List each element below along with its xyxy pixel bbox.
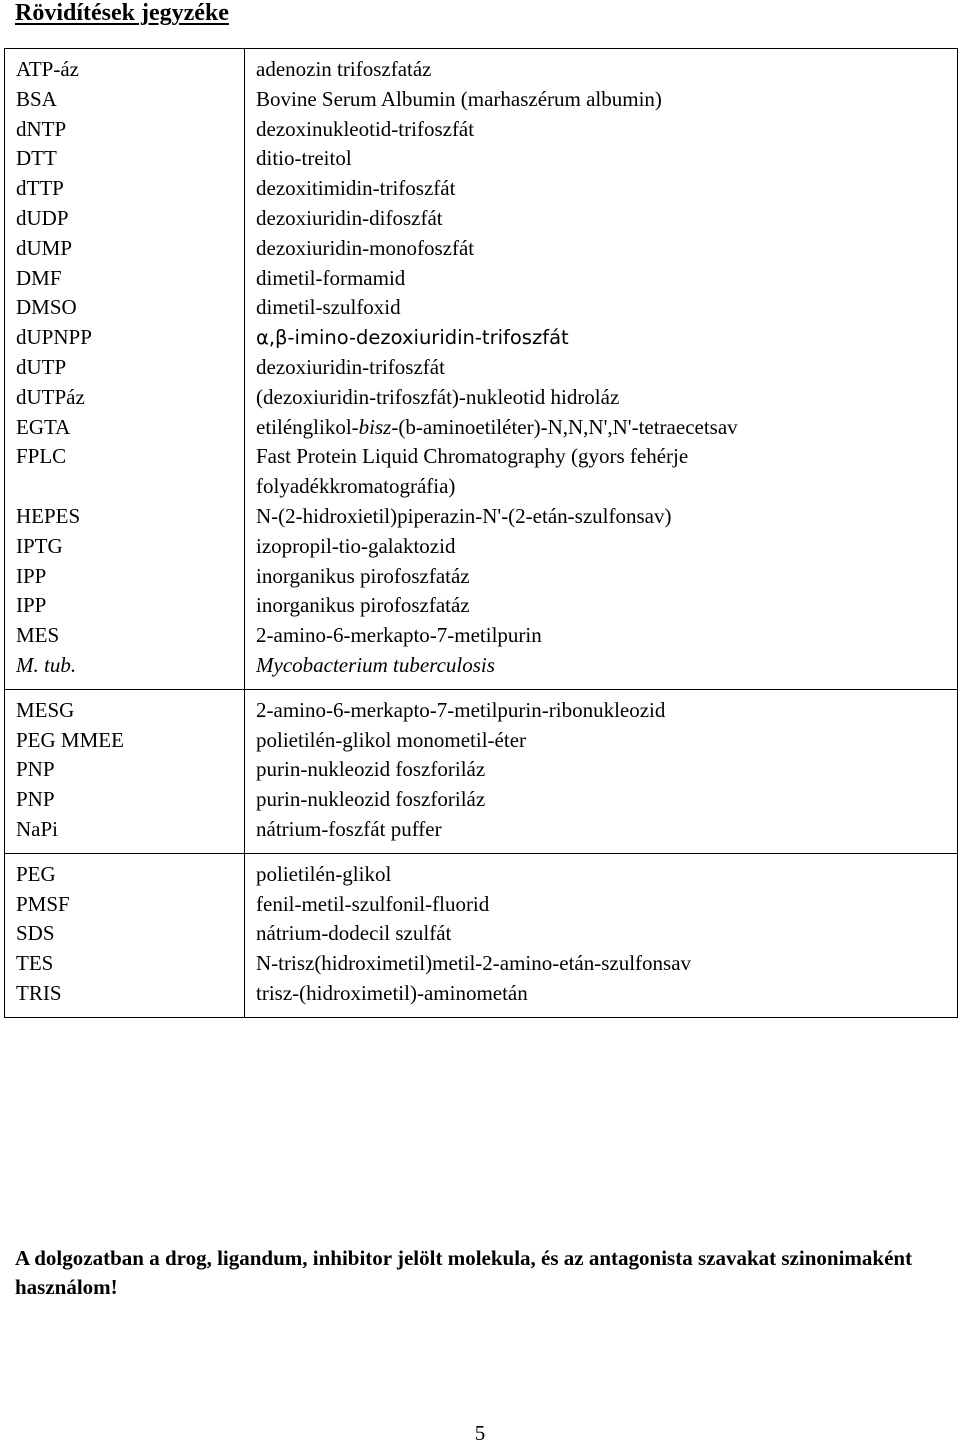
- definition: 2-amino-6-merkapto-7-metilpurin-ribonukleozid: [256, 697, 666, 722]
- abbreviation: M. tub.: [16, 652, 77, 677]
- definition: nátrium-dodecil szulfát: [256, 921, 452, 946]
- abbreviation: BSA: [16, 86, 57, 111]
- abbreviation: DMSO: [16, 295, 77, 320]
- definition: inorganikus pirofoszfatáz: [256, 593, 470, 618]
- definition: (dezoxiuridin-trifoszfát)-nukleotid hidroláz: [256, 384, 620, 409]
- page-title: Rövidítések jegyzéke: [15, 0, 229, 26]
- definition: N-(2-hidroxietil)piperazin-N'-(2-etán-szulfonsav): [256, 503, 672, 528]
- definition: Fast Protein Liquid Chromatography (gyors fehérje folyadékkromatográfia): [256, 444, 689, 499]
- definition: purin-nukleozid foszforiláz: [256, 757, 486, 782]
- abbreviation: FPLC: [16, 444, 67, 469]
- definition: dezoxiuridin-trifoszfát: [256, 354, 445, 379]
- abbreviation-column: [5, 689, 245, 853]
- abbreviation: TRIS: [16, 980, 62, 1005]
- definition: polietilén-glikol: [256, 861, 392, 886]
- definition: dezoxinukleotid-trifoszfát: [256, 116, 475, 141]
- definition: [256, 413, 957, 443]
- definition: fenil-metil-szulfonil-fluorid: [256, 891, 490, 916]
- spacer: [16, 472, 244, 502]
- table-row-group-3: [5, 853, 958, 1017]
- footnote: A dolgozatban a drog, ligandum, inhibitor jelölt molekula, és az antagonista szavakat szinonimaként használom!: [15, 1246, 913, 1299]
- definition: trisz-(hidroximetil)-aminometán: [256, 980, 528, 1005]
- abbreviation: PEG: [16, 861, 56, 886]
- definition: purin-nukleozid foszforiláz: [256, 787, 486, 812]
- abbreviation-column: [5, 853, 245, 1017]
- definition: izopropil-tio-galaktozid: [256, 533, 456, 558]
- definition-column: [245, 853, 958, 1017]
- abbreviation-column: [5, 49, 245, 690]
- abbreviation: dUTP: [16, 354, 67, 379]
- definition: 2-amino-6-merkapto-7-metilpurin: [256, 623, 542, 648]
- definition-part: -(b-aminoetiléter)-N,N,N',N'-tetraecetsav: [391, 414, 738, 439]
- abbreviation: dUPNPP: [16, 325, 92, 350]
- definition: α,β-imino-dezoxiuridin-trifoszfát: [256, 326, 569, 350]
- abbreviation: dUDP: [16, 205, 69, 230]
- definition: inorganikus pirofoszfatáz: [256, 563, 470, 588]
- table-row-group-2: [5, 689, 958, 853]
- abbreviation: EGTA: [16, 414, 71, 439]
- abbreviation: DMF: [16, 265, 62, 290]
- abbreviation: IPP: [16, 563, 47, 588]
- definition: dimetil-szulfoxid: [256, 295, 401, 320]
- abbreviation: dTTP: [16, 176, 64, 201]
- abbreviation: ATP-áz: [16, 57, 79, 81]
- abbreviation: dNTP: [16, 116, 67, 141]
- definition: Bovine Serum Albumin (marhaszérum albumin): [256, 86, 662, 111]
- definition-part: etilénglikol-: [256, 414, 359, 439]
- abbreviation: DTT: [16, 146, 57, 171]
- abbreviation: TES: [16, 951, 54, 976]
- abbreviation: dUMP: [16, 235, 73, 260]
- definition: dimetil-formamid: [256, 265, 406, 290]
- abbreviation: PNP: [16, 757, 55, 782]
- table-row-group-1: [5, 49, 958, 690]
- abbreviation-table: [4, 48, 958, 1018]
- abbreviation: dUTPáz: [16, 384, 85, 409]
- page-number: 5: [474, 1421, 486, 1445]
- definition-column: [245, 49, 958, 690]
- abbreviation: PMSF: [16, 891, 70, 916]
- abbreviation: NaPi: [16, 816, 58, 841]
- abbreviation: PEG MMEE: [16, 727, 124, 752]
- abbreviation: SDS: [16, 921, 55, 946]
- abbreviation: MESG: [16, 697, 75, 722]
- definition: polietilén-glikol monometil-éter: [256, 727, 527, 752]
- definition: dezoxiuridin-monofoszfát: [256, 235, 475, 260]
- definition: dezoxiuridin-difoszfát: [256, 205, 443, 230]
- abbreviation: IPTG: [16, 533, 63, 558]
- definition: dezoxitimidin-trifoszfát: [256, 176, 456, 201]
- abbreviation: HEPES: [16, 503, 81, 528]
- definition-column: [245, 689, 958, 853]
- definition: nátrium-foszfát puffer: [256, 816, 442, 841]
- abbreviation: IPP: [16, 593, 47, 618]
- definition: Mycobacterium tuberculosis: [256, 652, 495, 677]
- definition: N-trisz(hidroximetil)metil-2-amino-etán-szulfonsav: [256, 951, 692, 976]
- definition: ditio-treitol: [256, 146, 352, 171]
- definition-italic-part: bisz: [358, 414, 392, 439]
- definition: adenozin trifoszfatáz: [256, 57, 432, 81]
- abbreviation: PNP: [16, 787, 55, 812]
- abbreviation: MES: [16, 623, 60, 648]
